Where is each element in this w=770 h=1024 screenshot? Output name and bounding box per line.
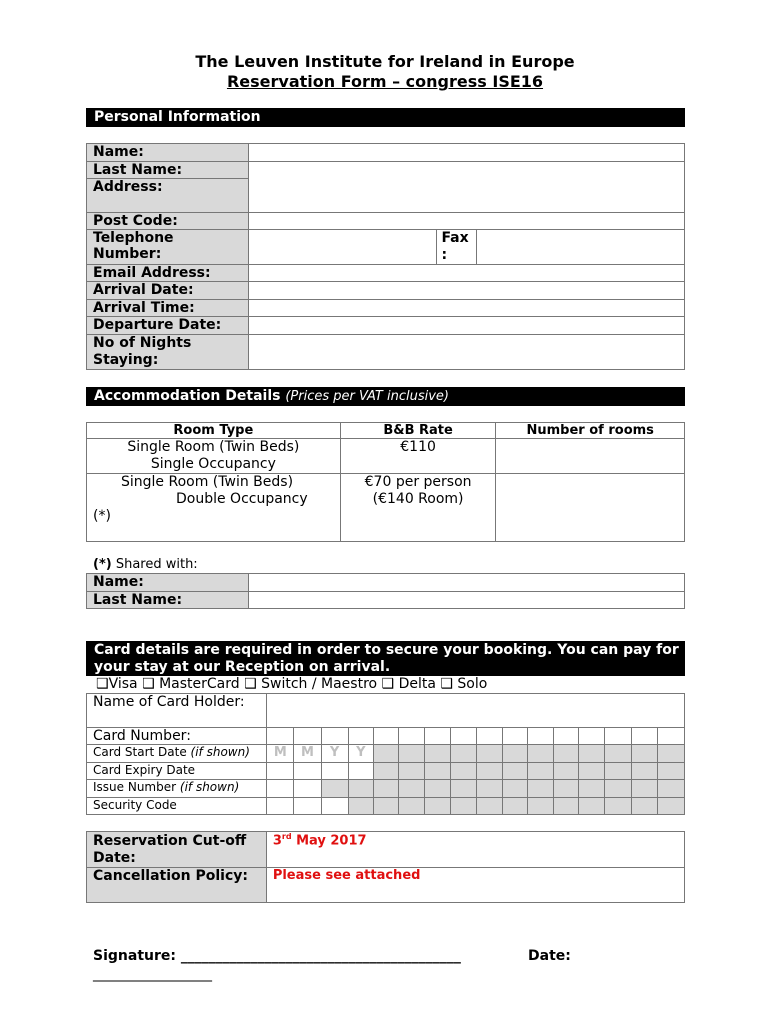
card-number-digit[interactable]: [605, 728, 631, 745]
rooms-single-field[interactable]: [496, 439, 685, 474]
card-table: [86, 693, 685, 815]
unused-cell: [631, 780, 657, 798]
card-start-text: Card Start Date: [93, 745, 187, 759]
unused-cell: [373, 780, 398, 798]
issue-digit[interactable]: [294, 780, 321, 798]
unused-cell: [373, 745, 398, 763]
telephone-field[interactable]: [248, 230, 437, 265]
unused-cell: [631, 798, 657, 815]
card-number-label: Card Number:: [87, 728, 267, 745]
visa-label: Visa: [108, 676, 138, 692]
expiry-digit[interactable]: [348, 763, 373, 780]
card-expiry-label: Card Expiry Date: [87, 763, 267, 780]
unused-cell: [348, 780, 373, 798]
unused-cell: [399, 763, 425, 780]
room-type-single-line2: Single Occupancy: [150, 456, 276, 472]
unused-cell: [527, 763, 553, 780]
room-type-single-line1: Single Room (Twin Beds): [127, 439, 300, 455]
personal-info-heading: Personal Information: [86, 108, 685, 127]
accommodation-heading: [86, 387, 685, 406]
issue-number-note: (if shown): [179, 780, 240, 794]
expiry-digit[interactable]: [294, 763, 321, 780]
unused-cell: [425, 763, 451, 780]
unused-cell: [657, 745, 684, 763]
rate-double-line1: €70 per person: [364, 474, 472, 490]
fax-label: Fax :: [437, 230, 477, 265]
card-number-digit[interactable]: [425, 728, 451, 745]
post-code-field[interactable]: [248, 213, 684, 230]
unused-cell: [451, 763, 476, 780]
room-type-header: Room Type: [87, 423, 341, 439]
arrival-date-label: Arrival Date:: [87, 282, 249, 300]
unused-cell: [579, 763, 605, 780]
card-number-digit[interactable]: [657, 728, 684, 745]
cutoff-label: Reservation Cut-off Date:: [87, 832, 267, 868]
room-type-double-mark: (*): [93, 508, 111, 524]
unused-cell: [451, 780, 476, 798]
card-number-digit[interactable]: [579, 728, 605, 745]
solo-checkbox[interactable]: ❑: [440, 676, 453, 692]
cutoff-suffix: rd: [281, 832, 292, 841]
card-number-digit[interactable]: [451, 728, 476, 745]
card-number-digit[interactable]: [321, 728, 348, 745]
start-month-digit[interactable]: M: [267, 745, 294, 763]
address-label: Address:: [87, 179, 249, 213]
arrival-time-label: Arrival Time:: [87, 300, 249, 317]
unused-cell: [399, 798, 425, 815]
switch-option[interactable]: [244, 676, 377, 692]
shared-last-name-label: Last Name:: [87, 592, 249, 609]
shared-with-text: Shared with:: [115, 557, 198, 572]
card-heading: Card details are required in order to secure your booking. You can pay for your stay at our Reception on arrival.: [86, 641, 685, 676]
unused-cell: [425, 798, 451, 815]
rooms-double-field[interactable]: [496, 474, 685, 542]
unused-cell: [502, 745, 527, 763]
policy-table: [86, 831, 685, 903]
unused-cell: [554, 798, 579, 815]
unused-cell: [502, 798, 527, 815]
personal-info-table: [86, 143, 685, 370]
card-start-label: [87, 745, 267, 763]
unused-cell: [476, 780, 502, 798]
unused-cell: [527, 745, 553, 763]
unused-cell: [631, 763, 657, 780]
unused-cell: [425, 780, 451, 798]
expiry-digit[interactable]: [267, 763, 294, 780]
name-label: Name:: [87, 144, 249, 162]
card-number-digit[interactable]: [348, 728, 373, 745]
unused-cell: [348, 798, 373, 815]
email-field[interactable]: [248, 265, 684, 282]
unused-cell: [502, 780, 527, 798]
accommodation-heading-text: Accommodation Details: [94, 388, 281, 404]
card-start-note: (if shown): [190, 745, 250, 759]
expiry-digit[interactable]: [321, 763, 348, 780]
card-type-options: [96, 676, 487, 692]
delta-option[interactable]: [382, 676, 436, 692]
unused-cell: [631, 745, 657, 763]
cancellation-value: Please see attached: [266, 868, 684, 903]
accommodation-table: [86, 422, 685, 542]
issue-number-label: [87, 780, 267, 798]
unused-cell: [579, 745, 605, 763]
card-number-digit[interactable]: [267, 728, 294, 745]
departure-date-label: Departure Date:: [87, 317, 249, 335]
date-label: Date:: [528, 948, 571, 964]
signature-line[interactable]: Signature: ________________________________________: [93, 948, 461, 964]
unused-cell: [657, 798, 684, 815]
card-number-digit[interactable]: [294, 728, 321, 745]
post-code-label: Post Code:: [87, 213, 249, 230]
mastercard-checkbox[interactable]: ❑: [142, 676, 155, 692]
card-number-digit[interactable]: [554, 728, 579, 745]
switch-label: Switch / Maestro: [261, 676, 378, 692]
unused-cell: [321, 780, 348, 798]
unused-cell: [476, 763, 502, 780]
unused-cell: [451, 745, 476, 763]
unused-cell: [554, 780, 579, 798]
card-holder-label: Name of Card Holder:: [87, 694, 267, 728]
mastercard-label: MasterCard: [159, 676, 240, 692]
shared-with-table: [86, 573, 685, 609]
nights-field[interactable]: [248, 335, 684, 370]
form-title: The Leuven Institute for Ireland in Europe: [195, 52, 575, 71]
unused-cell: [605, 763, 631, 780]
arrival-date-field[interactable]: [248, 282, 684, 300]
rate-double-line2: (€140 Room): [372, 491, 464, 507]
security-digit[interactable]: [294, 798, 321, 815]
room-type-double-line2: Double Occupancy: [176, 491, 308, 507]
name-field[interactable]: [248, 144, 684, 162]
unused-cell: [476, 798, 502, 815]
nights-label: No of Nights Staying:: [87, 335, 249, 370]
cancellation-label: Cancellation Policy:: [87, 868, 267, 903]
visa-checkbox[interactable]: ❑: [96, 676, 109, 692]
unused-cell: [425, 745, 451, 763]
start-year-digit[interactable]: Y: [321, 745, 348, 763]
last-name-label: Last Name:: [87, 162, 249, 179]
telephone-label: Telephone Number:: [87, 230, 249, 265]
unused-cell: [373, 798, 398, 815]
rooms-header: Number of rooms: [496, 423, 685, 439]
accommodation-heading-note: (Prices per VAT inclusive): [285, 389, 450, 404]
card-holder-field[interactable]: [267, 694, 685, 728]
shared-name-field[interactable]: [248, 574, 684, 592]
unused-cell: [605, 745, 631, 763]
issue-digit[interactable]: [267, 780, 294, 798]
issue-number-text: Issue Number: [93, 780, 177, 794]
unused-cell: [373, 763, 398, 780]
unused-cell: [605, 780, 631, 798]
cutoff-month: May 2017: [296, 833, 367, 849]
visa-option[interactable]: [96, 676, 138, 692]
unused-cell: [579, 798, 605, 815]
departure-date-field[interactable]: [248, 317, 684, 335]
switch-checkbox[interactable]: ❑: [244, 676, 257, 692]
arrival-time-field[interactable]: [248, 300, 684, 317]
solo-label: Solo: [457, 676, 488, 692]
unused-cell: [527, 780, 553, 798]
solo-option[interactable]: [440, 676, 487, 692]
fax-field[interactable]: [477, 230, 685, 265]
card-number-digit[interactable]: [476, 728, 502, 745]
unused-cell: [554, 763, 579, 780]
start-month-digit[interactable]: M: [294, 745, 321, 763]
unused-cell: [451, 798, 476, 815]
card-number-digit[interactable]: [373, 728, 398, 745]
form-subtitle: Reservation Form – congress ISE16: [226, 72, 544, 91]
last-name-field[interactable]: [248, 162, 684, 213]
cutoff-day: 3: [272, 833, 282, 849]
card-number-digit[interactable]: [399, 728, 425, 745]
start-year-digit[interactable]: Y: [348, 745, 373, 763]
unused-cell: [527, 798, 553, 815]
room-type-double-line1: Single Room (Twin Beds): [121, 474, 294, 490]
unused-cell: [657, 780, 684, 798]
card-number-digit[interactable]: [502, 728, 527, 745]
shared-name-label: Name:: [87, 574, 249, 592]
rate-header: B&B Rate: [340, 423, 496, 439]
rate-single: €110: [340, 439, 496, 474]
unused-cell: [476, 745, 502, 763]
rate-double: [340, 474, 496, 542]
unused-cell: [502, 763, 527, 780]
mastercard-option[interactable]: [142, 676, 240, 692]
shared-with-mark: (*): [93, 557, 112, 572]
shared-last-name-field[interactable]: [248, 592, 684, 609]
unused-cell: [554, 745, 579, 763]
card-number-digit[interactable]: [631, 728, 657, 745]
security-code-label: Security Code: [87, 798, 267, 815]
delta-label: Delta: [398, 676, 436, 692]
unused-cell: [399, 780, 425, 798]
email-label: Email Address:: [87, 265, 249, 282]
shared-with-label: [93, 557, 198, 572]
unused-cell: [605, 798, 631, 815]
cutoff-value: [266, 832, 684, 868]
date-line[interactable]: _________________: [93, 966, 212, 982]
security-digit[interactable]: [267, 798, 294, 815]
room-type-single: [87, 439, 341, 474]
delta-checkbox[interactable]: ❑: [381, 676, 395, 692]
unused-cell: [399, 745, 425, 763]
unused-cell: [579, 780, 605, 798]
unused-cell: [657, 763, 684, 780]
security-digit[interactable]: [321, 798, 348, 815]
card-number-digit[interactable]: [527, 728, 553, 745]
room-type-double: [87, 474, 341, 542]
